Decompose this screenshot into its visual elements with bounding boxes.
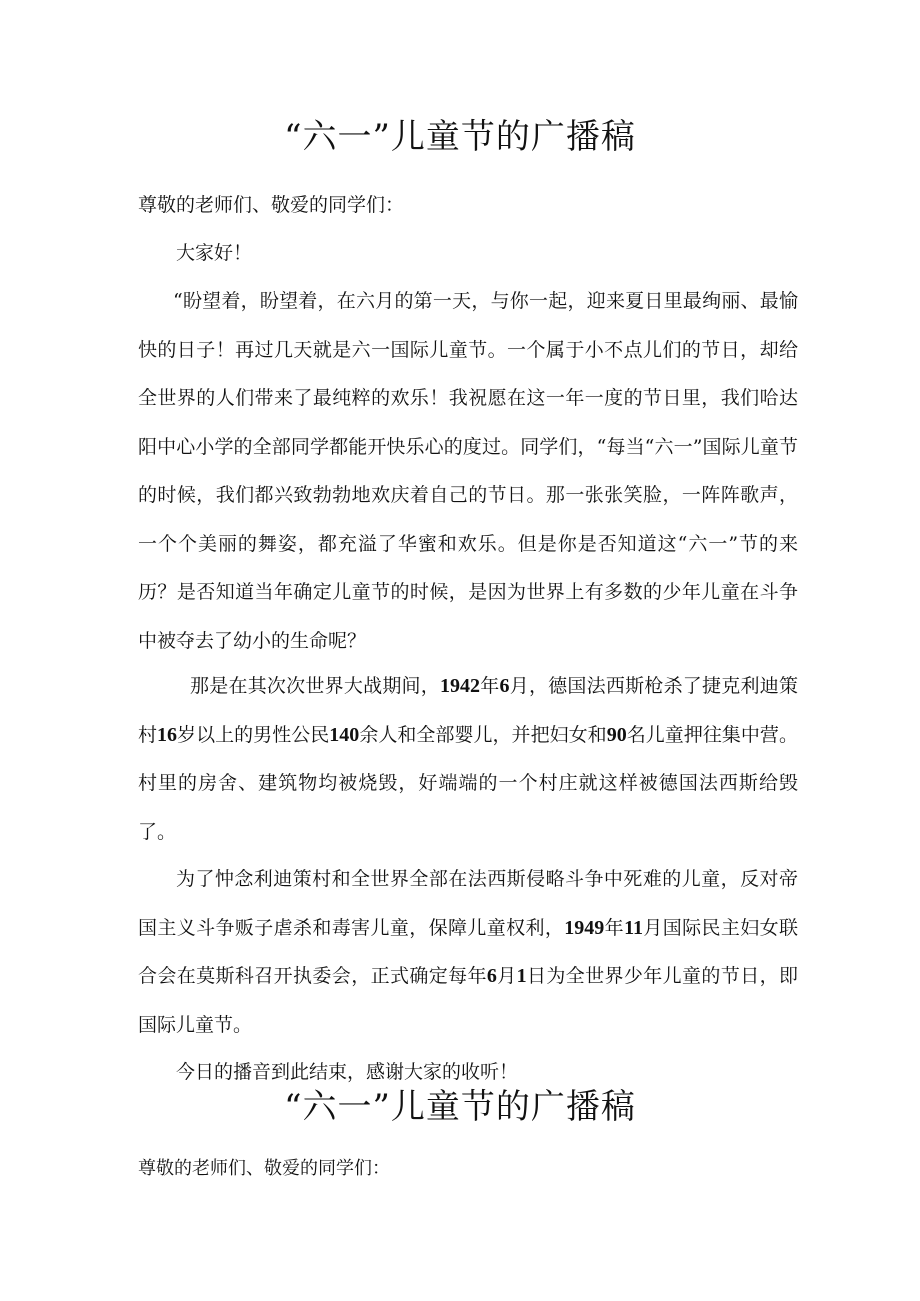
day-number: 1 xyxy=(516,965,527,987)
closing-line: 今日的播音到此结束，感谢大家的收听！ xyxy=(176,1061,519,1083)
paragraph-3-text: 日为全世界少年儿童的节日，即国际儿童节。 xyxy=(138,965,798,1036)
paragraph-2-text: 名儿童押往集中营。村里的房舍、建筑物均被烧毁，好端端的一个村庄就这样被德国法西斯给毁了。 xyxy=(138,723,798,843)
month-number: 6 xyxy=(499,675,510,697)
age-number: 16 xyxy=(157,723,178,746)
greeting: 大家好！ xyxy=(176,242,253,264)
month-number: 11 xyxy=(624,916,643,939)
salutation: 尊敬的老师们、敬爱的同学们： xyxy=(138,194,405,216)
paragraph-3 xyxy=(138,855,798,1049)
paragraph-3-text: 月 xyxy=(496,965,517,987)
paragraph-3-text: 年 xyxy=(604,916,625,939)
paragraph-2 xyxy=(138,662,798,856)
paragraph-1: “盼望着，盼望着，在六月的第一天，与你一起，迎来夏日里最绚丽、最愉快的日子！再过几天就是六一国际儿童节。一个属于小不点儿们的节日，却给全世界的人们带来了最纯粹的欢乐！我祝愿在这一年一度的节日里，我们哈达阳中心小学的全部同学都能开快乐心的度过。同学们，“每当“六一”国际儿童节的时候，我们都兴致勃勃地欢庆着自己的节日。那一张张笑脸，一阵阵歌声，一个个美丽的舞姿，都充溢了华蜜和欢乐。但是你是否知道这“六一”节的来历？是否知道当年确定儿童节的时候，是因为世界上有多数的少年儿童在斗争中被夺去了幼小的生命呢？ xyxy=(138,290,798,652)
paragraph-2-text: 余人和全部婴儿，并把妇女和 xyxy=(359,723,607,746)
year-number: 1949 xyxy=(564,916,605,939)
paragraph-2-text: 年 xyxy=(480,675,500,697)
count-number: 90 xyxy=(606,723,627,746)
second-salutation: 尊敬的老师们、敬爱的同学们： xyxy=(138,1158,390,1179)
document-title: “六一”儿童节的广播稿 xyxy=(284,117,636,157)
year-number: 1942 xyxy=(440,675,481,697)
paragraph-3-text: 月国际民主妇女联合会在莫斯科召开执委会，正式确定每年 xyxy=(138,916,798,987)
paragraph-2-text: 岁以上的男性公民 xyxy=(177,723,330,746)
paragraph-2-text: 月，德国法西斯枪杀了捷克利迪策村 xyxy=(138,675,798,746)
paragraph-2-text: 那是在其次次世界大战期间， xyxy=(190,675,441,697)
count-number: 140 xyxy=(329,723,360,746)
second-document-title: “六一”儿童节的广播稿 xyxy=(284,1087,636,1127)
month-number: 6 xyxy=(486,965,497,987)
paragraph-3-text: 为了忡念利迪策村和全世界全部在法西斯侵略斗争中死难的儿童，反对帝国主义斗争贩子虐杀和毒害儿童，保障儿童权利， xyxy=(138,868,798,939)
